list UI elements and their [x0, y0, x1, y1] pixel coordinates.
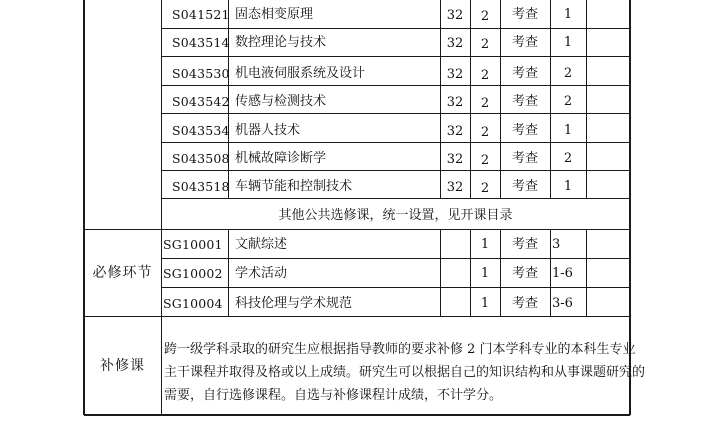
- semester: 3: [552, 237, 561, 252]
- course-name: 文献综述: [235, 237, 288, 252]
- assessment-method: 考查: [511, 94, 538, 110]
- remedial-text-line: 跨一级学科录取的研究生应根据指导教师的要求补修 2 门本学科专业的本科生专业: [164, 342, 636, 357]
- semester: 2: [563, 65, 573, 81]
- remedial-text-line: 需要，自行选修课程。自选与补修课程计成绩，不计学分。: [164, 388, 503, 403]
- semester: 1: [563, 7, 573, 22]
- semester: 2: [563, 94, 573, 110]
- class-hours: 32: [446, 95, 464, 111]
- assessment-method: 考查: [511, 65, 538, 81]
- course-code: S043514: [172, 35, 230, 51]
- semester: 1: [563, 35, 573, 51]
- remedial-section-label: 补修课: [100, 358, 145, 374]
- semester: 2: [563, 151, 573, 166]
- class-hours: 32: [446, 36, 464, 52]
- course-name: 机械故障诊断学: [235, 151, 327, 166]
- course-name: 传感与检测技术: [235, 94, 327, 110]
- credits: 2: [480, 9, 490, 24]
- table-rule: [161, 113, 630, 114]
- table-rule: [161, 287, 630, 288]
- course-name: 机电液伺服系统及设计: [235, 65, 366, 81]
- public-elective-note: 其他公共选修课，统一设置，见开课目录: [278, 208, 513, 223]
- class-hours: 32: [446, 180, 464, 196]
- class-hours: 32: [446, 123, 464, 139]
- table-rule: [161, 85, 630, 86]
- table-rule: [161, 258, 630, 259]
- semester: 1: [563, 179, 573, 195]
- table-rule: [161, 198, 630, 199]
- required-section-label: 必修环节: [92, 264, 153, 281]
- course-code: S043534: [172, 122, 230, 138]
- table-rule: [83, 0, 84, 415]
- assessment-method: 考查: [511, 266, 538, 282]
- table-rule: [84, 229, 630, 230]
- credits: 1: [480, 266, 490, 282]
- credits: 1: [480, 237, 490, 252]
- table-rule: [161, 170, 630, 171]
- course-code: S043508: [172, 151, 230, 166]
- table-rule: [440, 229, 441, 317]
- semester: 3-6: [552, 295, 573, 311]
- course-code: S043530: [172, 65, 230, 81]
- table-rule: [84, 316, 630, 317]
- credits: 2: [480, 37, 490, 53]
- table-rule: [161, 56, 630, 57]
- table-rule: [84, 414, 630, 415]
- class-hours: 32: [446, 152, 464, 167]
- course-name: 科技伦理与学术规范: [235, 295, 353, 311]
- course-code: SG10001: [163, 237, 223, 252]
- table-rule: [228, 229, 229, 317]
- credits: 1: [480, 295, 490, 311]
- assessment-method: 考查: [511, 7, 538, 22]
- course-code: S041521: [172, 7, 230, 22]
- assessment-method: 考查: [511, 295, 538, 311]
- course-name: 数控理论与技术: [235, 35, 327, 51]
- course-code: SG10004: [163, 295, 223, 311]
- remedial-text-line: 主干课程并取得及格或以上成绩。研究生可以根据自己的知识结构和从事课题研究的: [164, 365, 646, 380]
- table-rule: [161, 28, 630, 29]
- class-hours: 32: [446, 66, 464, 82]
- assessment-method: 考查: [511, 179, 538, 195]
- credits: 2: [480, 124, 490, 140]
- course-name: 机器人技术: [235, 122, 301, 138]
- credits: 2: [480, 153, 490, 168]
- course-name: 车辆节能和控制技术: [235, 179, 353, 195]
- credits: 2: [480, 96, 490, 112]
- course-name: 学术活动: [235, 266, 288, 282]
- assessment-method: 考查: [511, 237, 538, 252]
- table-rule: [161, 142, 630, 143]
- credits: 2: [480, 181, 490, 197]
- class-hours: 32: [446, 8, 464, 23]
- course-code: S043518: [172, 179, 230, 195]
- credits: 2: [480, 67, 490, 83]
- assessment-method: 考查: [511, 122, 538, 138]
- assessment-method: 考查: [511, 35, 538, 51]
- course-code: S043542: [172, 94, 230, 110]
- assessment-method: 考查: [511, 151, 538, 166]
- course-code: SG10002: [163, 266, 223, 282]
- course-name: 固态相变原理: [235, 7, 314, 22]
- semester: 1: [563, 122, 573, 138]
- semester: 1-6: [552, 266, 573, 282]
